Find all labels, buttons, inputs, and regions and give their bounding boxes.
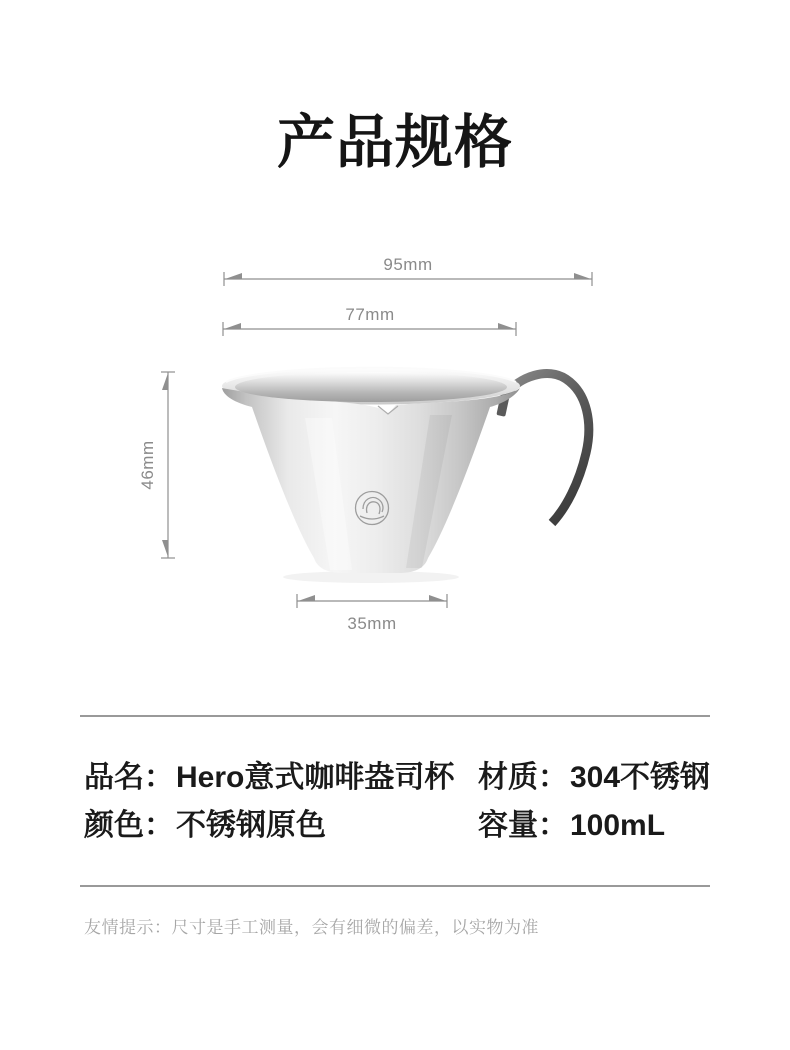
spec-color-value: 不锈钢原色 [176, 809, 326, 842]
spec-capacity-label: 容量： [478, 809, 568, 842]
spec-material-label: 材质： [478, 761, 568, 794]
footer-disclaimer: 友情提示：尺寸是手工测量，会有细微的偏差，以实物为准 [84, 918, 539, 937]
page-title: 产品规格 [276, 110, 513, 175]
spec-color-label: 颜色： [84, 809, 174, 842]
dimension-label-46mm: 46mm [138, 440, 157, 490]
dimension-body-height [138, 372, 175, 558]
dimension-label-35mm: 35mm [347, 614, 397, 633]
dimension-label-95mm: 95mm [383, 255, 433, 274]
spec-product-name [84, 761, 454, 795]
spec-capacity [478, 809, 665, 843]
dimension-base-width [297, 594, 447, 633]
spec-product-name-label: 品名： [84, 761, 174, 794]
spec-product-name-value: Hero意式咖啡盎司杯 [176, 761, 455, 794]
spec-material [478, 761, 710, 795]
spec-material-value: 304不锈钢 [570, 761, 711, 794]
spec-capacity-value: 100mL [570, 809, 666, 842]
cup-opening [235, 372, 507, 402]
product-dimension-diagram [100, 240, 660, 645]
divider-bottom [80, 885, 710, 887]
dimension-rim-width [223, 305, 516, 336]
spec-color [84, 809, 326, 843]
dimension-overall-top-width [224, 255, 592, 286]
divider-top [80, 715, 710, 717]
dimension-label-77mm: 77mm [345, 305, 395, 324]
cup-body [222, 388, 520, 573]
product-image-cup [222, 368, 589, 584]
